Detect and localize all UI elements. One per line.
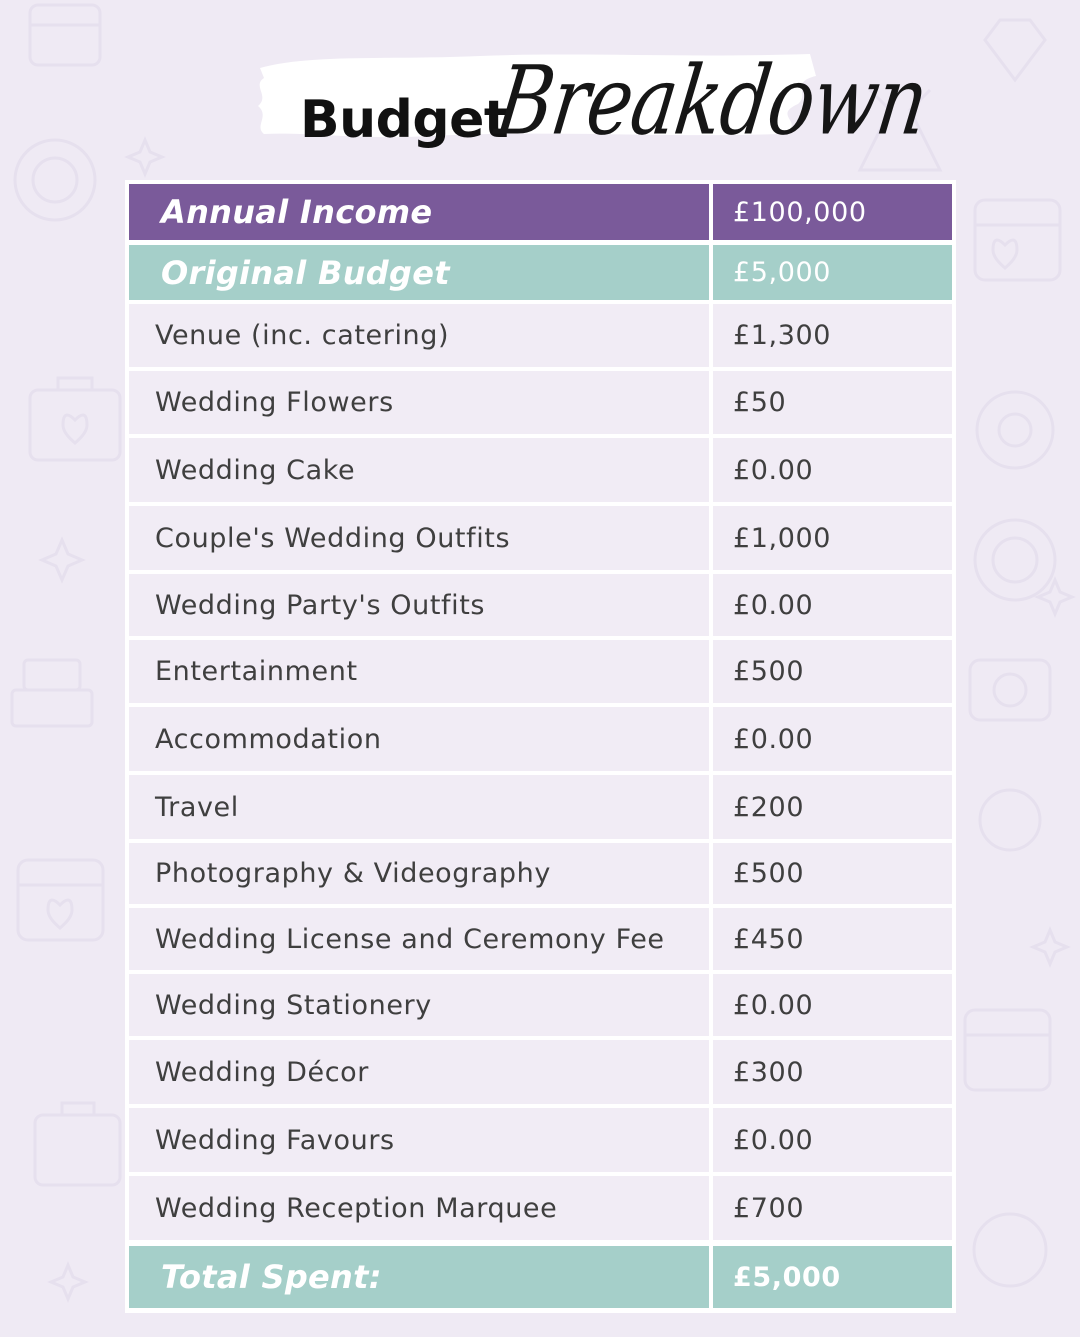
annual-income-label: Annual Income — [129, 184, 709, 240]
table-row — [129, 1108, 952, 1172]
table-row — [129, 908, 952, 970]
original-budget-label: Original Budget — [129, 245, 709, 300]
original-budget-row — [129, 245, 952, 300]
item-label: Wedding Reception Marquee — [129, 1176, 709, 1240]
item-label: Entertainment — [129, 640, 709, 703]
table-row — [129, 438, 952, 502]
annual-income-value: £100,000 — [713, 184, 952, 240]
title-script-text: Breakdown — [490, 44, 934, 157]
diamond-icon — [985, 20, 1045, 80]
item-value: £0.00 — [713, 974, 952, 1036]
title-bold-text: Budget — [300, 90, 509, 150]
item-value: £1,300 — [713, 304, 952, 367]
item-label: Couple's Wedding Outfits — [129, 506, 709, 570]
suitcase-heart-icon — [30, 378, 120, 1185]
cake-icon — [12, 660, 92, 726]
item-value: £0.00 — [713, 707, 952, 771]
item-value: £200 — [713, 775, 952, 839]
annual-income-row — [129, 184, 952, 240]
total-spent-value: £5,000 — [713, 1246, 952, 1308]
item-label: Wedding Cake — [129, 438, 709, 502]
table-row — [129, 640, 952, 703]
item-label: Wedding Stationery — [129, 974, 709, 1036]
item-value: £500 — [713, 640, 952, 703]
item-label: Venue (inc. catering) — [129, 304, 709, 367]
item-value: £500 — [713, 843, 952, 904]
table-row — [129, 1040, 952, 1104]
total-spent-row — [129, 1246, 952, 1308]
table-row — [129, 775, 952, 839]
item-value: £0.00 — [713, 1108, 952, 1172]
item-value: £0.00 — [713, 438, 952, 502]
table-row — [129, 843, 952, 904]
table-row — [129, 506, 952, 570]
item-value: £450 — [713, 908, 952, 970]
table-row — [129, 1176, 952, 1240]
item-label: Wedding Party's Outfits — [129, 574, 709, 636]
item-label: Wedding Favours — [129, 1108, 709, 1172]
item-value: £50 — [713, 371, 952, 434]
item-value: £700 — [713, 1176, 952, 1240]
item-value: £0.00 — [713, 574, 952, 636]
item-value: £1,000 — [713, 506, 952, 570]
item-value: £300 — [713, 1040, 952, 1104]
flower-icon — [974, 392, 1053, 1286]
total-spent-label: Total Spent: — [129, 1246, 709, 1308]
page-title — [250, 40, 934, 157]
item-label: Wedding License and Ceremony Fee — [129, 908, 709, 970]
item-label: Accommodation — [129, 707, 709, 771]
item-label: Wedding Décor — [129, 1040, 709, 1104]
camera-icon — [970, 660, 1050, 720]
table-row — [129, 304, 952, 367]
table-row — [129, 707, 952, 771]
table-row — [129, 371, 952, 434]
table-row — [129, 574, 952, 636]
item-label: Photography & Videography — [129, 843, 709, 904]
original-budget-value: £5,000 — [713, 245, 952, 300]
item-label: Travel — [129, 775, 709, 839]
item-label: Wedding Flowers — [129, 371, 709, 434]
table-row — [129, 974, 952, 1036]
budget-table — [125, 180, 956, 1313]
